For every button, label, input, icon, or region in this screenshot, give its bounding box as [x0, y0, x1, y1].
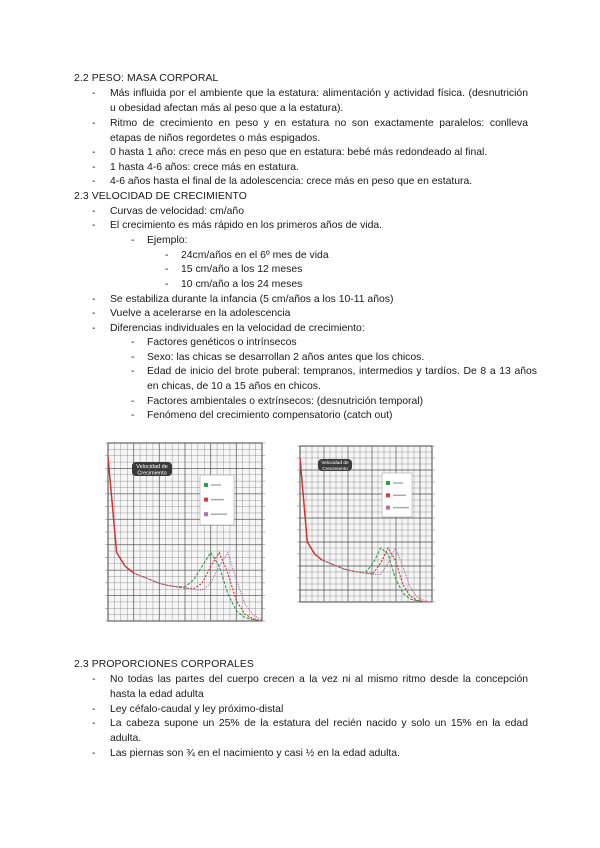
list-item: - El crecimiento es más rápido en los primeros años de vida.	[110, 219, 528, 234]
list-item: - Ritmo de crecimiento en peso y en estatura no son exactamente paralelos: conlleva etapas de niños regordetes o más espigados.	[92, 118, 528, 144]
legend-swatch-tardio	[386, 506, 390, 510]
bullet-dash: -	[131, 352, 135, 363]
list-item: - 4-6 años hasta el final de la adolescencia: crece más en peso que en estatura.	[110, 175, 528, 190]
list-item: - La cabeza supone un 25% de la estatura del recién nacido y solo un 15% en la edad adulta.	[92, 718, 528, 744]
list-item: - Ley céfalo-caudal y ley próximo-distal	[110, 703, 528, 718]
growth-velocity-chart-left	[100, 437, 272, 629]
bullet-dash: -	[92, 176, 96, 187]
bullet-dash: -	[131, 235, 135, 246]
list-item: - Las piernas son ¾ en el nacimiento y casi ½ en la edad adulta.	[110, 747, 528, 762]
bullet-dash: -	[92, 704, 96, 715]
bullet-dash: -	[165, 264, 169, 275]
bullet-dash: -	[131, 366, 135, 377]
legend-swatch-tardio	[204, 512, 208, 516]
bullet-dash: -	[92, 118, 96, 129]
bullet-dash: -	[92, 718, 96, 729]
bullet-dash: -	[92, 162, 96, 173]
list-item: - Curvas de velocidad: cm/año	[110, 205, 528, 220]
chart-title-line2: Crecimiento	[137, 470, 167, 477]
list-item: - 24cm/años en el 6º mes de vida	[181, 249, 531, 264]
bullet-dash: -	[92, 88, 96, 99]
bullet-dash: -	[131, 337, 135, 348]
bullet-dash: -	[92, 220, 96, 231]
bullet-dash: -	[92, 748, 96, 759]
section-title-velocidad: 2.3 VELOCIDAD DE CRECIMIENTO	[74, 191, 247, 202]
legend-swatch-intermedio	[204, 498, 208, 502]
bullet-dash: -	[165, 250, 169, 261]
list-item: - 10 cm/año a los 24 meses	[181, 278, 531, 293]
chart-title-line2: Crecimiento	[322, 466, 348, 472]
list-item: - Sexo: las chicas se desarrollan 2 años antes que los chicos.	[147, 351, 537, 366]
list-item: - No todas las partes del cuerpo crecen a la vez ni al mismo ritmo desde la concepción hasta la edad adulta	[92, 674, 528, 700]
list-item: - 1 hasta 4-6 años: crece más en estatura.	[110, 161, 528, 176]
list-item: - 15 cm/año a los 12 meses	[181, 263, 531, 278]
list-item: - Fenómeno del crecimiento compensatorio (catch out)	[147, 409, 537, 424]
legend-swatch-intermedio	[386, 493, 390, 497]
list-item: - Factores genéticos o intrínsecos	[147, 336, 537, 351]
bullet-dash: -	[131, 396, 135, 407]
section-title-peso: 2.2 PESO: MASA CORPORAL	[74, 73, 219, 84]
list-item: - Ejemplo:	[147, 234, 537, 249]
bullet-dash: -	[92, 323, 96, 334]
chart-left-svg	[100, 437, 272, 629]
chart-title-line1: Velocidad de	[321, 461, 349, 466]
bullet-dash: -	[92, 674, 96, 685]
section-title-proporciones: 2.3 PROPORCIONES CORPORALES	[74, 659, 254, 670]
list-item: - Factores ambientales o extrínsecos: (desnutrición temporal)	[147, 395, 537, 410]
growth-velocity-chart-right	[294, 441, 440, 608]
list-item: - Vuelve a acelerarse en la adolescencia	[110, 307, 528, 322]
list-item: - Edad de inicio del brote puberal: tempranos, intermedios y tardíos. De 8 a 13 años en chicas, de 10 a 15 años en chicos.	[131, 366, 537, 392]
bullet-dash: -	[131, 410, 135, 421]
list-item: - Diferencias individuales en la velocidad de crecimiento:	[110, 322, 528, 337]
bullet-dash: -	[92, 308, 96, 319]
bullet-dash: -	[165, 279, 169, 290]
bullet-dash: -	[92, 294, 96, 305]
list-item: - Se estabiliza durante la infancia (5 cm/años a los 10-11 años)	[110, 293, 528, 308]
legend-swatch-temprano	[204, 483, 208, 487]
list-item: - 0 hasta 1 año: crece más en peso que en estatura: bebé más redondeado al final.	[110, 146, 528, 161]
legend-swatch-temprano	[386, 481, 390, 485]
bullet-dash: -	[92, 206, 96, 217]
chart-title-line1: Velocidad de	[136, 464, 168, 470]
bullet-dash: -	[92, 147, 96, 158]
list-item: - Más influida por el ambiente que la estatura: alimentación y actividad física. (desnutrición u obesidad afectan más al peso que a la estatura).	[92, 88, 528, 114]
chart-right-svg	[294, 441, 440, 608]
